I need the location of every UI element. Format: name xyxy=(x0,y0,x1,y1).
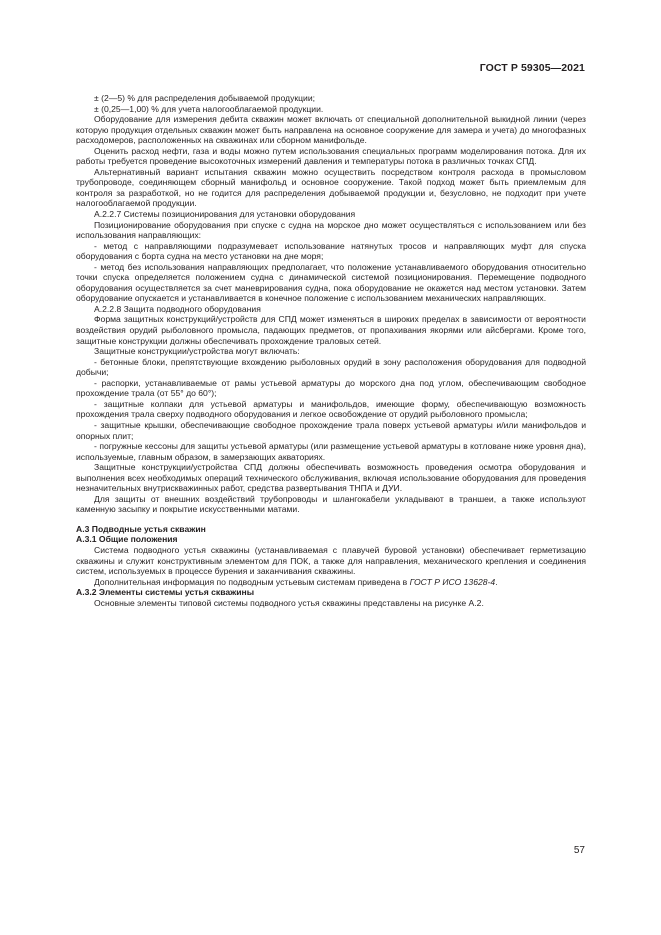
paragraph: Альтернативный вариант испытания скважин можно осуществить посредством контроля расхода в промысловом трубопроводе, соединяющем сборный манифольд и основное сооружение. Такой подход может быть приемлемым для контроля за разработкой, но не годится для распределения добываемой продукции и, безусловно, не подходит при учете налогооблагаемой продукции. xyxy=(76,166,586,209)
paragraph-end: . xyxy=(495,576,498,587)
list-item: - погружные кессоны для защиты устьевой арматуры (или размещение устьевой арматуры в котловане ниже уровня дна), используемые, главным образом, в замерзающих акваториях. xyxy=(76,441,586,462)
page-number: 57 xyxy=(573,845,585,856)
subsection-heading: А.2.2.8 Защита подводного оборудования xyxy=(94,303,261,314)
subsection-heading: А.3.2 Элементы системы устья скважины xyxy=(76,587,255,598)
paragraph-text: Дополнительная информация по подводным устьевым системам приведена в xyxy=(94,576,410,587)
standard-reference: ГОСТ Р ИСО 13628-4 xyxy=(409,576,496,587)
paragraph: ± (2—5) % для распределения добываемой продукции; xyxy=(94,93,316,103)
paragraph: Форма защитных конструкций/устройств для СПД может изменяться в широких пределах в зависимости от вероятности воздействия орудий рыболовного промысла, падающих предметов, от пропахивания якорями или айсбергами. Кроме того, защитные конструкции должны обеспечивать прохождение траловых сетей. xyxy=(76,314,586,346)
paragraph: Позиционирование оборудования при спуске с судна на морское дно может осуществляться с использованием или без использования направляющих: xyxy=(76,219,586,241)
list-item: - распорки, устанавливаемые от рамы устьевой арматуры до морского дна под углом, обеспечивающим свободное прохождение трала (от 55° до 60°); xyxy=(76,377,586,399)
paragraph: Защитные конструкции/устройства могут включать: xyxy=(94,346,300,357)
document-standard-id: ГОСТ Р 59305—2021 xyxy=(479,62,585,74)
list-item: - метод без использования направляющих предполагает, что положение устанавливаемого оборудования относительно точки спуска определяется положением судна с динамической системой позиционирования. Перемещение подводного оборудования осуществляется за счет маневрирования судна, пока оборудование не окажется над местом установки. Затем оборудование опускается и устанавливается в конечное положение с использованием механических направляющих. xyxy=(76,261,586,304)
paragraph: Система подводного устья скважины (устанавливаемая с плавучей буровой установки) обеспечивает герметизацию скважины и служит конструктивным элементом для ПОК, а также для направления, механического крепления и соединения систем, используемых в процессе бурения и заканчивания скважины. xyxy=(76,544,586,577)
section-heading: А.3 Подводные устья скважин xyxy=(76,523,206,534)
paragraph: Основные элементы типовой системы подводного устья скважины представлены на рисунке А.2. xyxy=(94,597,484,608)
paragraph: Защитные конструкции/устройства СПД должны обеспечивать возможность проведения осмотра оборудования и выполнения всех необходимых операций технического обслуживания, включая использование оборудования для проведения незначительных внутрискважинных работ, средства развертывания ТНПА и ДУИ. xyxy=(76,462,586,494)
paragraph: Оборудование для измерения дебита скважин может включать от специальной дополнительной выкидной линии (через которую продукция отдельных скважин может быть направлена на основное сооружение для замера и учета) до многофазных расходомеров, расположенных на скважинах или сборном манифольде. xyxy=(76,114,586,146)
list-item: - защитные крышки, обеспечивающие свободное прохождение трала поверх устьевой арматуры и/или манифольдов и опорных плит; xyxy=(76,419,586,441)
list-item: - метод с направляющими подразумевает использование натянутых тросов и направляющих муфт для спуска оборудования с борта судна на место установки на дне моря; xyxy=(76,240,586,262)
paragraph: Для защиты от внешних воздействий трубопроводы и шлангокабели укладывают в траншеи, а также используют каменную засыпку и покрытие искусственными матами. xyxy=(76,493,586,515)
paragraph: ± (0,25—1,00) % для учета налогооблагаемой продукции. xyxy=(94,103,324,114)
subsection-heading: А.2.2.7 Системы позиционирования для установки оборудования xyxy=(94,209,356,220)
list-item: - бетонные блоки, препятствующие вхождению рыболовных орудий в зону расположения оборудования для подводной добычи; xyxy=(76,356,586,378)
list-item: - защитные колпаки для устьевой арматуры и манифольдов, имеющие форму, обеспечивающую возможность прохождения трала сверху подводного оборудования и легкое освобождение от орудий рыболовного промысла; xyxy=(76,398,586,420)
paragraph xyxy=(76,577,586,588)
document-body xyxy=(76,93,586,608)
subsection-heading: А.3.1 Общие положения xyxy=(76,534,178,545)
paragraph: Оценить расход нефти, газа и воды можно путем использования специальных программ моделирования потока. Для их работы требуется проведение высокоточных измерений давления и температуры потока в различных точках СПД. xyxy=(76,145,586,167)
